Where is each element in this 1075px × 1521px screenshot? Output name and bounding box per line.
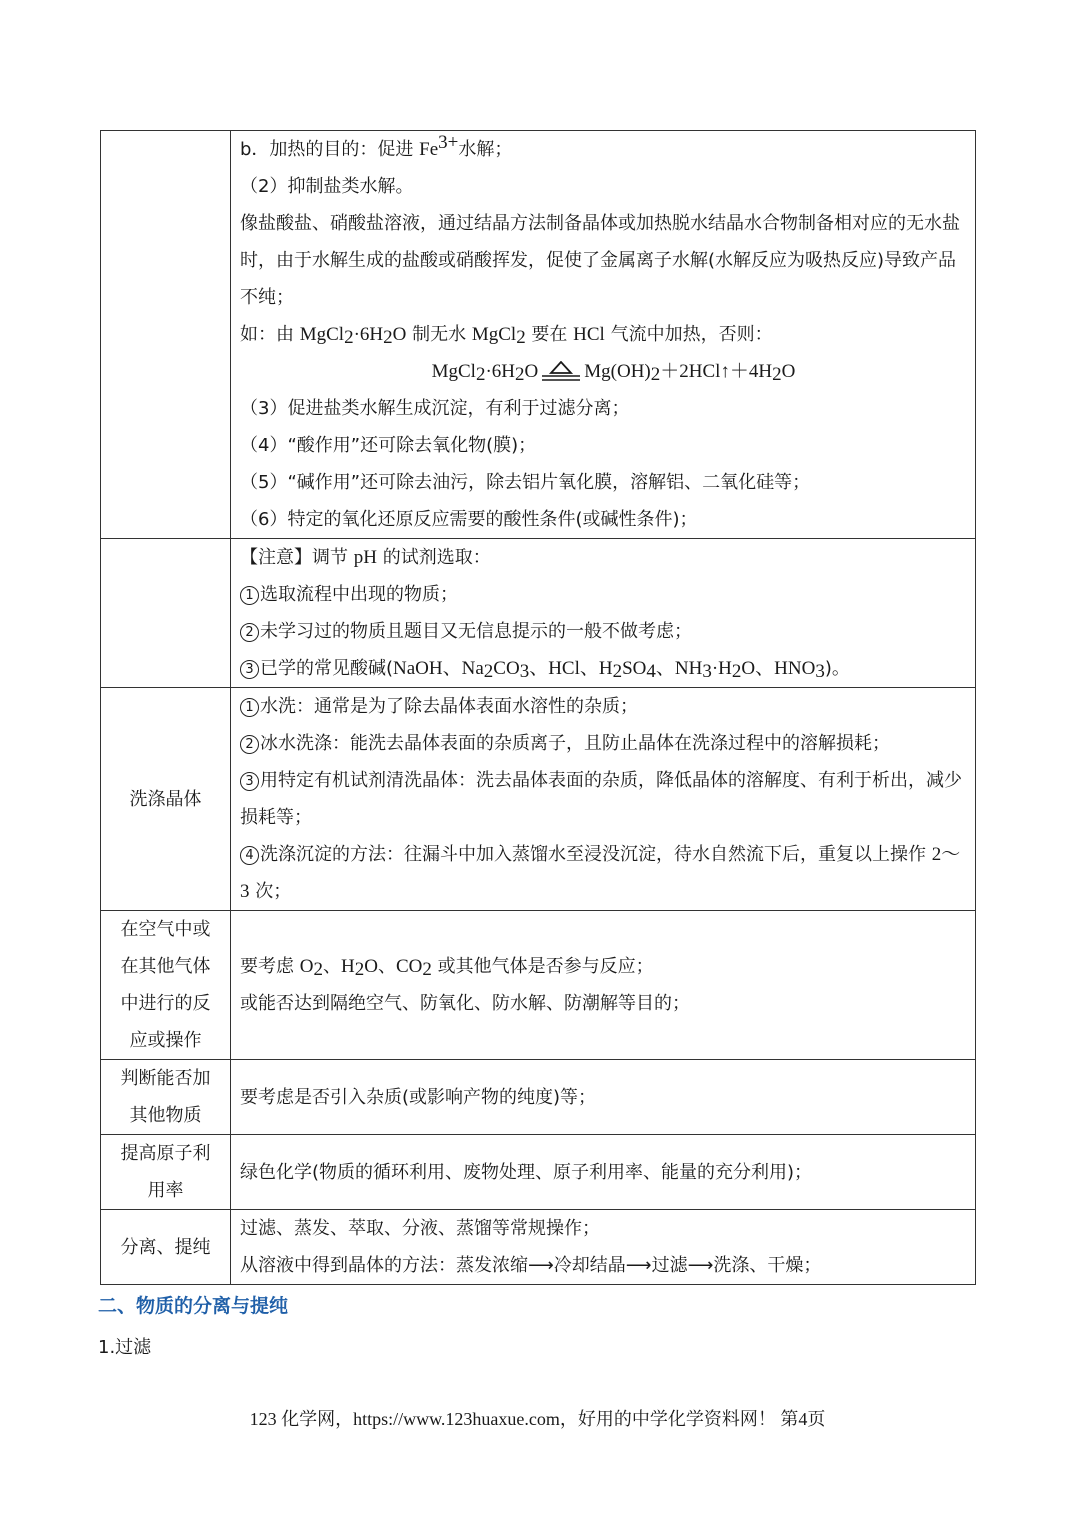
page-footer: 123 化学网，https://www.123huaxue.com，好用的中学化学资料网！ 第4页 bbox=[249, 1409, 826, 1429]
list-item: 1 水洗：通常是为了除去晶体表面水溶性的杂质； bbox=[240, 688, 967, 725]
list-item: 2 未学习过的物质且题目又无信息提示的一般不做考虑； bbox=[240, 613, 967, 650]
circled-number: 2 bbox=[240, 623, 259, 642]
list-item: 3 用特定有机试剂清洗晶体：洗去晶体表面的杂质，降低晶体的溶解度、有利于析出，减少损耗等； bbox=[240, 770, 962, 828]
row-content-wash-crystal bbox=[231, 688, 976, 911]
text-line: 过滤、蒸发、萃取、分液、蒸馏等常规操作； bbox=[240, 1218, 600, 1239]
circled-number: 3 bbox=[240, 772, 259, 791]
table-row-atom-economy bbox=[101, 1135, 976, 1210]
text-line: （4）“酸作用”还可除去氧化物(膜)； bbox=[240, 435, 537, 456]
row-label-empty bbox=[101, 131, 231, 539]
text-line: 从溶液中得到晶体的方法：蒸发浓缩⟶冷却结晶⟶过滤⟶洗涤、干燥； bbox=[240, 1255, 822, 1276]
text-line: 要考虑 $O_2$、$H_2O$、$CO_2$ 或其他气体是否参与反应； bbox=[240, 956, 654, 980]
list-item: 2 冰水洗涤：能洗去晶体表面的杂质离子，且防止晶体在洗涤过程中的溶解损耗； bbox=[240, 725, 967, 762]
table-row-ph-note bbox=[101, 539, 976, 688]
circled-number: 1 bbox=[240, 698, 259, 717]
text-line: （6）特定的氧化还原反应需要的酸性条件(或碱性条件)； bbox=[240, 509, 698, 530]
row-label: 分离、提纯 bbox=[101, 1210, 231, 1285]
content-table bbox=[100, 130, 976, 1285]
circled-number: 3 bbox=[240, 660, 259, 679]
section-heading: 二、物质的分离与提纯 bbox=[98, 1295, 289, 1317]
row-label: 洗涤晶体 bbox=[101, 688, 231, 911]
text-line: b．加热的目的：促进 $Fe^{3+}$水解； bbox=[240, 132, 513, 160]
note-title: 【注意】调节 pH 的试剂选取： bbox=[240, 547, 491, 568]
table-row-hydrolysis bbox=[101, 131, 976, 539]
table-row-separation bbox=[101, 1210, 976, 1285]
circled-number: 1 bbox=[240, 586, 259, 605]
text-line: 要考虑是否引入杂质(或影响产物的纯度)等； bbox=[240, 1086, 597, 1108]
text-paragraph: 像盐酸盐、硝酸盐溶液，通过结晶方法制备晶体或加热脱水结晶水合物制备相对应的无水盐时，由于水解生成的盐酸或硝酸挥发，促使了金属离子水解(水解反应为吸热反应)导致产品不纯； bbox=[240, 213, 960, 308]
row-content-hydrolysis bbox=[231, 131, 976, 539]
row-content-separation bbox=[231, 1210, 976, 1285]
row-label: 提高原子利 用率 bbox=[101, 1135, 231, 1210]
row-content-add-substance bbox=[231, 1060, 976, 1135]
heat-equals-sign bbox=[538, 361, 584, 383]
text-line: （5）“碱作用”还可除去油污，除去铝片氧化膜，溶解铝、二氧化硅等； bbox=[240, 472, 811, 493]
text-line: （2）抑制盐类水解。 bbox=[240, 176, 414, 197]
chemical-equation: $MgCl_2\cdot 6H_2O$ $Mg(OH)_2+2HCl↑+4H_2O$ bbox=[431, 361, 796, 385]
text-line: 如：由 $MgCl_2\cdot 6H_2O$ 制无水 MgCl$_2$ 要在 HCl 气流中加热，否则： bbox=[240, 324, 773, 348]
text-line: 绿色化学(物质的循环利用、废物处理、原子利用率、能量的充分利用)； bbox=[240, 1161, 813, 1183]
table-row-air bbox=[101, 911, 976, 1060]
text-line: 或能否达到隔绝空气、防氧化、防水解、防潮解等目的； bbox=[240, 993, 690, 1014]
row-label: 在空气中或 在其他气体 中进行的反 应或操作 bbox=[101, 911, 231, 1060]
table-row-add-substance bbox=[101, 1060, 976, 1135]
row-content-atom-economy bbox=[231, 1135, 976, 1210]
row-content-air bbox=[231, 911, 976, 1060]
list-item: 1 选取流程中出现的物质； bbox=[240, 576, 967, 613]
sub-heading: 1.过滤 bbox=[98, 1337, 152, 1358]
table-row-wash-crystal bbox=[101, 688, 976, 911]
row-content-ph-note bbox=[231, 539, 976, 688]
circled-number: 4 bbox=[240, 846, 259, 865]
text-line: （3）促进盐类水解生成沉淀，有利于过滤分离； bbox=[240, 398, 630, 419]
list-item: 4 洗涤沉淀的方法：往漏斗中加入蒸馏水至浸没沉淀，待水自然流下后，重复以上操作 2～3 次； bbox=[240, 844, 961, 902]
list-item: 3 已学的常见酸碱(NaOH、$Na_2CO_3$、HCl、$H_2SO_4$、$NH_3\cdot H_2O$、$HNO_3$)。 bbox=[240, 650, 967, 687]
row-label-empty bbox=[101, 539, 231, 688]
circled-number: 2 bbox=[240, 735, 259, 754]
row-label: 判断能否加 其他物质 bbox=[101, 1060, 231, 1135]
